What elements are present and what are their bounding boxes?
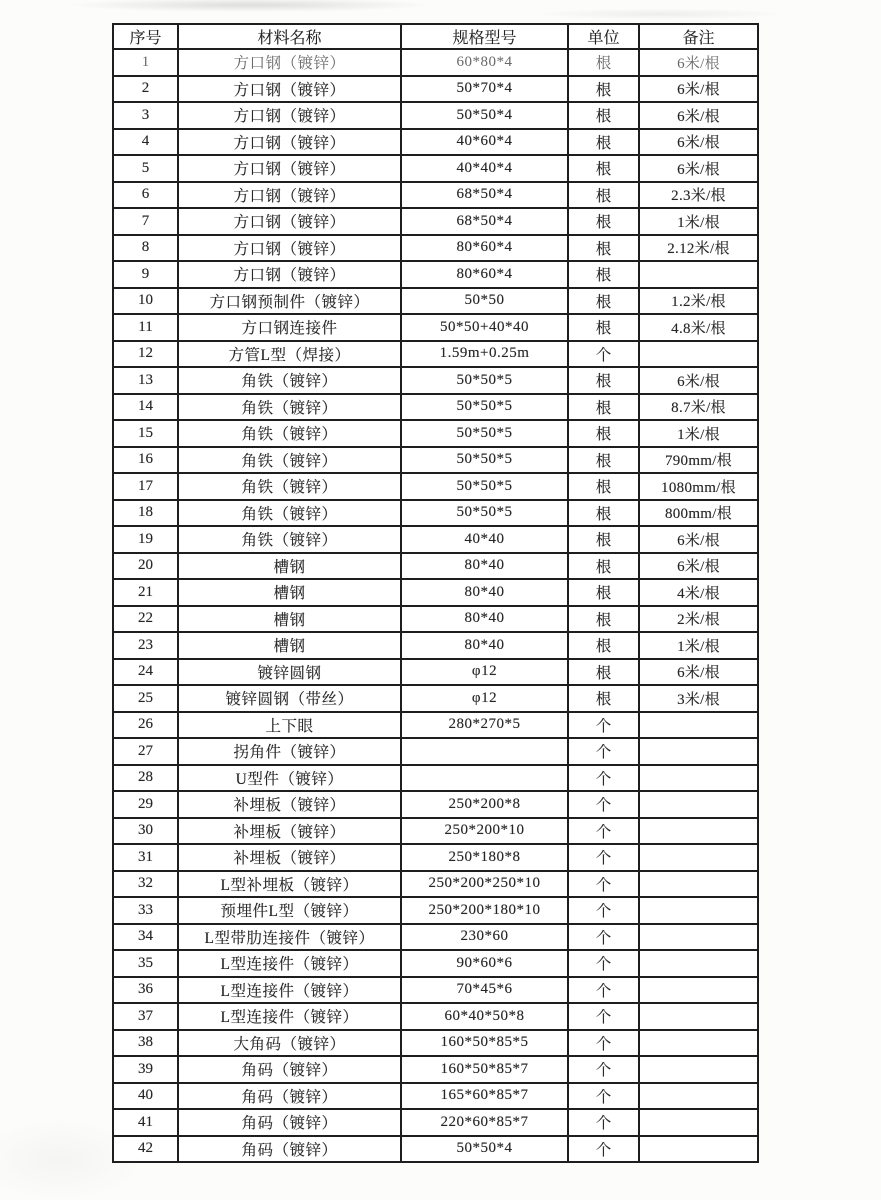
cell-name: 槽钢 <box>178 606 401 633</box>
cell-unit: 根 <box>568 129 639 156</box>
table-row <box>113 288 758 315</box>
cell-note: 6米/根 <box>639 76 758 103</box>
cell-no: 24 <box>113 659 178 686</box>
cell-name: L型带肋连接件（镀锌） <box>178 924 401 951</box>
cell-spec: 50*50 <box>401 288 568 315</box>
cell-no: 1 <box>113 49 178 76</box>
cell-note: 1米/根 <box>639 632 758 659</box>
cell-unit: 个 <box>568 1083 639 1110</box>
table-row <box>113 738 758 765</box>
cell-name: 上下眼 <box>178 712 401 739</box>
cell-spec: 90*60*6 <box>401 950 568 977</box>
cell-name: 方口钢（镀锌） <box>178 155 401 182</box>
cell-unit: 个 <box>568 765 639 792</box>
cell-spec: 50*50*5 <box>401 447 568 474</box>
cell-spec: 250*200*8 <box>401 791 568 818</box>
cell-no: 11 <box>113 314 178 341</box>
header-row <box>113 24 758 49</box>
cell-spec: 80*60*4 <box>401 261 568 288</box>
cell-spec: 280*270*5 <box>401 712 568 739</box>
table-row <box>113 712 758 739</box>
cell-name: 槽钢 <box>178 553 401 580</box>
cell-name: 补埋板（镀锌） <box>178 791 401 818</box>
cell-note <box>639 871 758 898</box>
cell-name: 大角码（镀锌） <box>178 1030 401 1057</box>
cell-no: 39 <box>113 1056 178 1083</box>
cell-note <box>639 712 758 739</box>
cell-note: 6米/根 <box>639 553 758 580</box>
cell-name: 方口钢（镀锌） <box>178 261 401 288</box>
cell-unit: 个 <box>568 1109 639 1136</box>
cell-note: 3米/根 <box>639 685 758 712</box>
cell-name: 镀锌圆钢（带丝） <box>178 685 401 712</box>
cell-note: 6米/根 <box>639 367 758 394</box>
cell-name: 镀锌圆钢 <box>178 659 401 686</box>
cell-unit: 根 <box>568 579 639 606</box>
cell-note <box>639 738 758 765</box>
cell-spec: 68*50*4 <box>401 182 568 209</box>
cell-spec: 80*60*4 <box>401 235 568 262</box>
cell-name: 方管L型（焊接） <box>178 341 401 368</box>
cell-no: 41 <box>113 1109 178 1136</box>
table-row <box>113 208 758 235</box>
cell-unit: 根 <box>568 632 639 659</box>
cell-name: U型件（镀锌） <box>178 765 401 792</box>
table-row <box>113 977 758 1004</box>
table-row <box>113 791 758 818</box>
cell-unit: 个 <box>568 924 639 951</box>
cell-unit: 根 <box>568 49 639 76</box>
cell-spec: 80*40 <box>401 579 568 606</box>
cell-unit: 个 <box>568 818 639 845</box>
header-cell-note: 备注 <box>639 24 758 49</box>
cell-unit: 根 <box>568 500 639 527</box>
table-row <box>113 765 758 792</box>
cell-unit: 根 <box>568 420 639 447</box>
cell-note <box>639 791 758 818</box>
cell-unit: 个 <box>568 791 639 818</box>
cell-unit: 个 <box>568 1030 639 1057</box>
table-row <box>113 606 758 633</box>
cell-unit: 根 <box>568 659 639 686</box>
cell-name: L型连接件（镀锌） <box>178 977 401 1004</box>
cell-name: 预埋件L型（镀锌） <box>178 897 401 924</box>
table-row <box>113 420 758 447</box>
cell-note: 790mm/根 <box>639 447 758 474</box>
cell-no: 20 <box>113 553 178 580</box>
cell-note <box>639 341 758 368</box>
cell-spec: 80*40 <box>401 632 568 659</box>
cell-unit: 根 <box>568 394 639 421</box>
table-row <box>113 447 758 474</box>
cell-no: 17 <box>113 473 178 500</box>
cell-no: 42 <box>113 1136 178 1163</box>
cell-unit: 根 <box>568 526 639 553</box>
cell-note: 1米/根 <box>639 420 758 447</box>
cell-name: 方口钢预制件（镀锌） <box>178 288 401 315</box>
table-row <box>113 897 758 924</box>
cell-note <box>639 1109 758 1136</box>
cell-name: 角铁（镀锌） <box>178 420 401 447</box>
cell-no: 5 <box>113 155 178 182</box>
cell-unit: 根 <box>568 76 639 103</box>
cell-no: 38 <box>113 1030 178 1057</box>
cell-no: 26 <box>113 712 178 739</box>
header-cell-name: 材料名称 <box>178 24 401 49</box>
cell-no: 32 <box>113 871 178 898</box>
cell-name: 补埋板（镀锌） <box>178 844 401 871</box>
cell-note <box>639 1030 758 1057</box>
cell-no: 33 <box>113 897 178 924</box>
cell-spec: 70*45*6 <box>401 977 568 1004</box>
cell-spec: 40*60*4 <box>401 129 568 156</box>
cell-unit: 个 <box>568 871 639 898</box>
cell-unit: 根 <box>568 182 639 209</box>
cell-name: 角码（镀锌） <box>178 1136 401 1163</box>
cell-no: 9 <box>113 261 178 288</box>
cell-spec: 50*50+40*40 <box>401 314 568 341</box>
cell-spec: 220*60*85*7 <box>401 1109 568 1136</box>
cell-name: 角码（镀锌） <box>178 1056 401 1083</box>
table-row <box>113 367 758 394</box>
cell-spec: 50*50*4 <box>401 1136 568 1163</box>
cell-name: 方口钢（镀锌） <box>178 76 401 103</box>
table-row <box>113 473 758 500</box>
cell-note: 6米/根 <box>639 129 758 156</box>
cell-no: 31 <box>113 844 178 871</box>
cell-name: 方口钢（镀锌） <box>178 208 401 235</box>
cell-unit: 个 <box>568 844 639 871</box>
table-row <box>113 526 758 553</box>
cell-spec: 50*50*5 <box>401 394 568 421</box>
cell-spec <box>401 765 568 792</box>
cell-spec: 50*50*5 <box>401 420 568 447</box>
cell-no: 27 <box>113 738 178 765</box>
cell-spec: φ12 <box>401 659 568 686</box>
table-row <box>113 394 758 421</box>
cell-spec: 80*40 <box>401 606 568 633</box>
cell-no: 30 <box>113 818 178 845</box>
cell-note: 2.12米/根 <box>639 235 758 262</box>
cell-spec: 50*70*4 <box>401 76 568 103</box>
cell-spec: 160*50*85*7 <box>401 1056 568 1083</box>
cell-unit: 根 <box>568 155 639 182</box>
cell-note: 800mm/根 <box>639 500 758 527</box>
cell-spec: 250*200*10 <box>401 818 568 845</box>
cell-note <box>639 818 758 845</box>
cell-note <box>639 1136 758 1163</box>
cell-spec: 160*50*85*5 <box>401 1030 568 1057</box>
cell-spec: 250*200*250*10 <box>401 871 568 898</box>
cell-unit: 个 <box>568 712 639 739</box>
cell-unit: 个 <box>568 738 639 765</box>
table-row <box>113 235 758 262</box>
cell-unit: 个 <box>568 977 639 1004</box>
cell-unit: 根 <box>568 208 639 235</box>
cell-spec: 40*40 <box>401 526 568 553</box>
cell-note <box>639 1056 758 1083</box>
materials-table <box>112 23 759 1163</box>
cell-name: 角码（镀锌） <box>178 1083 401 1110</box>
cell-no: 10 <box>113 288 178 315</box>
cell-no: 36 <box>113 977 178 1004</box>
cell-unit: 根 <box>568 314 639 341</box>
cell-spec: 40*40*4 <box>401 155 568 182</box>
materials-table-header <box>113 24 758 49</box>
table-row <box>113 1109 758 1136</box>
cell-spec: 68*50*4 <box>401 208 568 235</box>
cell-spec: 50*50*4 <box>401 102 568 129</box>
cell-name: L型补埋板（镀锌） <box>178 871 401 898</box>
cell-unit: 个 <box>568 950 639 977</box>
cell-no: 35 <box>113 950 178 977</box>
cell-spec <box>401 738 568 765</box>
cell-name: 方口钢连接件 <box>178 314 401 341</box>
cell-no: 34 <box>113 924 178 951</box>
cell-name: L型连接件（镀锌） <box>178 950 401 977</box>
cell-note: 4.8米/根 <box>639 314 758 341</box>
table-row <box>113 1083 758 1110</box>
table-row <box>113 102 758 129</box>
cell-note <box>639 765 758 792</box>
table-row <box>113 924 758 951</box>
cell-unit: 根 <box>568 367 639 394</box>
cell-unit: 根 <box>568 606 639 633</box>
table-row <box>113 1136 758 1163</box>
cell-note: 6米/根 <box>639 526 758 553</box>
cell-note: 2米/根 <box>639 606 758 633</box>
cell-no: 16 <box>113 447 178 474</box>
table-row <box>113 1056 758 1083</box>
cell-no: 29 <box>113 791 178 818</box>
cell-spec: 50*50*5 <box>401 367 568 394</box>
table-row <box>113 341 758 368</box>
cell-name: 槽钢 <box>178 579 401 606</box>
cell-name: 补埋板（镀锌） <box>178 818 401 845</box>
cell-no: 37 <box>113 1003 178 1030</box>
cell-note <box>639 844 758 871</box>
cell-no: 23 <box>113 632 178 659</box>
cell-unit: 个 <box>568 897 639 924</box>
table-row <box>113 1003 758 1030</box>
cell-note: 6米/根 <box>639 102 758 129</box>
header-cell-spec: 规格型号 <box>401 24 568 49</box>
cell-spec: 50*50*5 <box>401 500 568 527</box>
cell-name: 方口钢（镀锌） <box>178 182 401 209</box>
table-row <box>113 182 758 209</box>
cell-note: 8.7米/根 <box>639 394 758 421</box>
cell-name: 方口钢（镀锌） <box>178 129 401 156</box>
table-row <box>113 659 758 686</box>
cell-name: 角铁（镀锌） <box>178 367 401 394</box>
table-row <box>113 632 758 659</box>
cell-no: 21 <box>113 579 178 606</box>
table-row <box>113 129 758 156</box>
cell-note <box>639 1003 758 1030</box>
cell-note: 4米/根 <box>639 579 758 606</box>
cell-note: 1.2米/根 <box>639 288 758 315</box>
cell-no: 15 <box>113 420 178 447</box>
cell-no: 18 <box>113 500 178 527</box>
table-row <box>113 844 758 871</box>
cell-unit: 根 <box>568 288 639 315</box>
cell-note: 1米/根 <box>639 208 758 235</box>
cell-spec: 1.59m+0.25m <box>401 341 568 368</box>
cell-note: 6米/根 <box>639 659 758 686</box>
table-row <box>113 871 758 898</box>
cell-unit: 根 <box>568 261 639 288</box>
cell-unit: 根 <box>568 102 639 129</box>
cell-name: 方口钢（镀锌） <box>178 235 401 262</box>
cell-name: 拐角件（镀锌） <box>178 738 401 765</box>
cell-spec: 230*60 <box>401 924 568 951</box>
cell-spec: 80*40 <box>401 553 568 580</box>
table-row <box>113 155 758 182</box>
table-row <box>113 261 758 288</box>
cell-spec: 250*200*180*10 <box>401 897 568 924</box>
cell-note: 6米/根 <box>639 155 758 182</box>
cell-no: 13 <box>113 367 178 394</box>
cell-no: 2 <box>113 76 178 103</box>
table-row <box>113 685 758 712</box>
cell-name: 角铁（镀锌） <box>178 526 401 553</box>
cell-note <box>639 261 758 288</box>
materials-table-body <box>113 49 758 1162</box>
cell-no: 12 <box>113 341 178 368</box>
table-row <box>113 76 758 103</box>
cell-no: 7 <box>113 208 178 235</box>
cell-spec: 60*40*50*8 <box>401 1003 568 1030</box>
cell-no: 28 <box>113 765 178 792</box>
cell-name: 角铁（镀锌） <box>178 473 401 500</box>
cell-no: 14 <box>113 394 178 421</box>
header-cell-no: 序号 <box>113 24 178 49</box>
header-cell-unit: 单位 <box>568 24 639 49</box>
cell-unit: 根 <box>568 685 639 712</box>
cell-name: 角码（镀锌） <box>178 1109 401 1136</box>
cell-unit: 根 <box>568 447 639 474</box>
cell-note <box>639 1083 758 1110</box>
cell-unit: 根 <box>568 235 639 262</box>
cell-note <box>639 950 758 977</box>
cell-unit: 个 <box>568 1003 639 1030</box>
cell-spec: 60*80*4 <box>401 49 568 76</box>
cell-no: 6 <box>113 182 178 209</box>
cell-no: 25 <box>113 685 178 712</box>
table-row <box>113 553 758 580</box>
cell-unit: 个 <box>568 1056 639 1083</box>
cell-unit: 根 <box>568 473 639 500</box>
cell-note <box>639 924 758 951</box>
table-row <box>113 950 758 977</box>
cell-note: 6米/根 <box>639 49 758 76</box>
cell-name: 角铁（镀锌） <box>178 447 401 474</box>
table-row <box>113 1030 758 1057</box>
cell-note <box>639 977 758 1004</box>
cell-name: L型连接件（镀锌） <box>178 1003 401 1030</box>
cell-spec: 165*60*85*7 <box>401 1083 568 1110</box>
cell-note: 1080mm/根 <box>639 473 758 500</box>
cell-name: 角铁（镀锌） <box>178 394 401 421</box>
cell-name: 槽钢 <box>178 632 401 659</box>
cell-spec: φ12 <box>401 685 568 712</box>
cell-no: 22 <box>113 606 178 633</box>
cell-unit: 个 <box>568 1136 639 1163</box>
cell-no: 19 <box>113 526 178 553</box>
cell-name: 方口钢（镀锌） <box>178 49 401 76</box>
cell-no: 40 <box>113 1083 178 1110</box>
cell-name: 方口钢（镀锌） <box>178 102 401 129</box>
table-row <box>113 818 758 845</box>
cell-unit: 个 <box>568 341 639 368</box>
table-row <box>113 500 758 527</box>
cell-no: 8 <box>113 235 178 262</box>
cell-note <box>639 897 758 924</box>
table-row <box>113 579 758 606</box>
table-row <box>113 314 758 341</box>
cell-note: 2.3米/根 <box>639 182 758 209</box>
cell-unit: 根 <box>568 553 639 580</box>
table-row <box>113 49 758 76</box>
cell-spec: 50*50*5 <box>401 473 568 500</box>
cell-no: 3 <box>113 102 178 129</box>
cell-spec: 250*180*8 <box>401 844 568 871</box>
cell-name: 角铁（镀锌） <box>178 500 401 527</box>
cell-no: 4 <box>113 129 178 156</box>
